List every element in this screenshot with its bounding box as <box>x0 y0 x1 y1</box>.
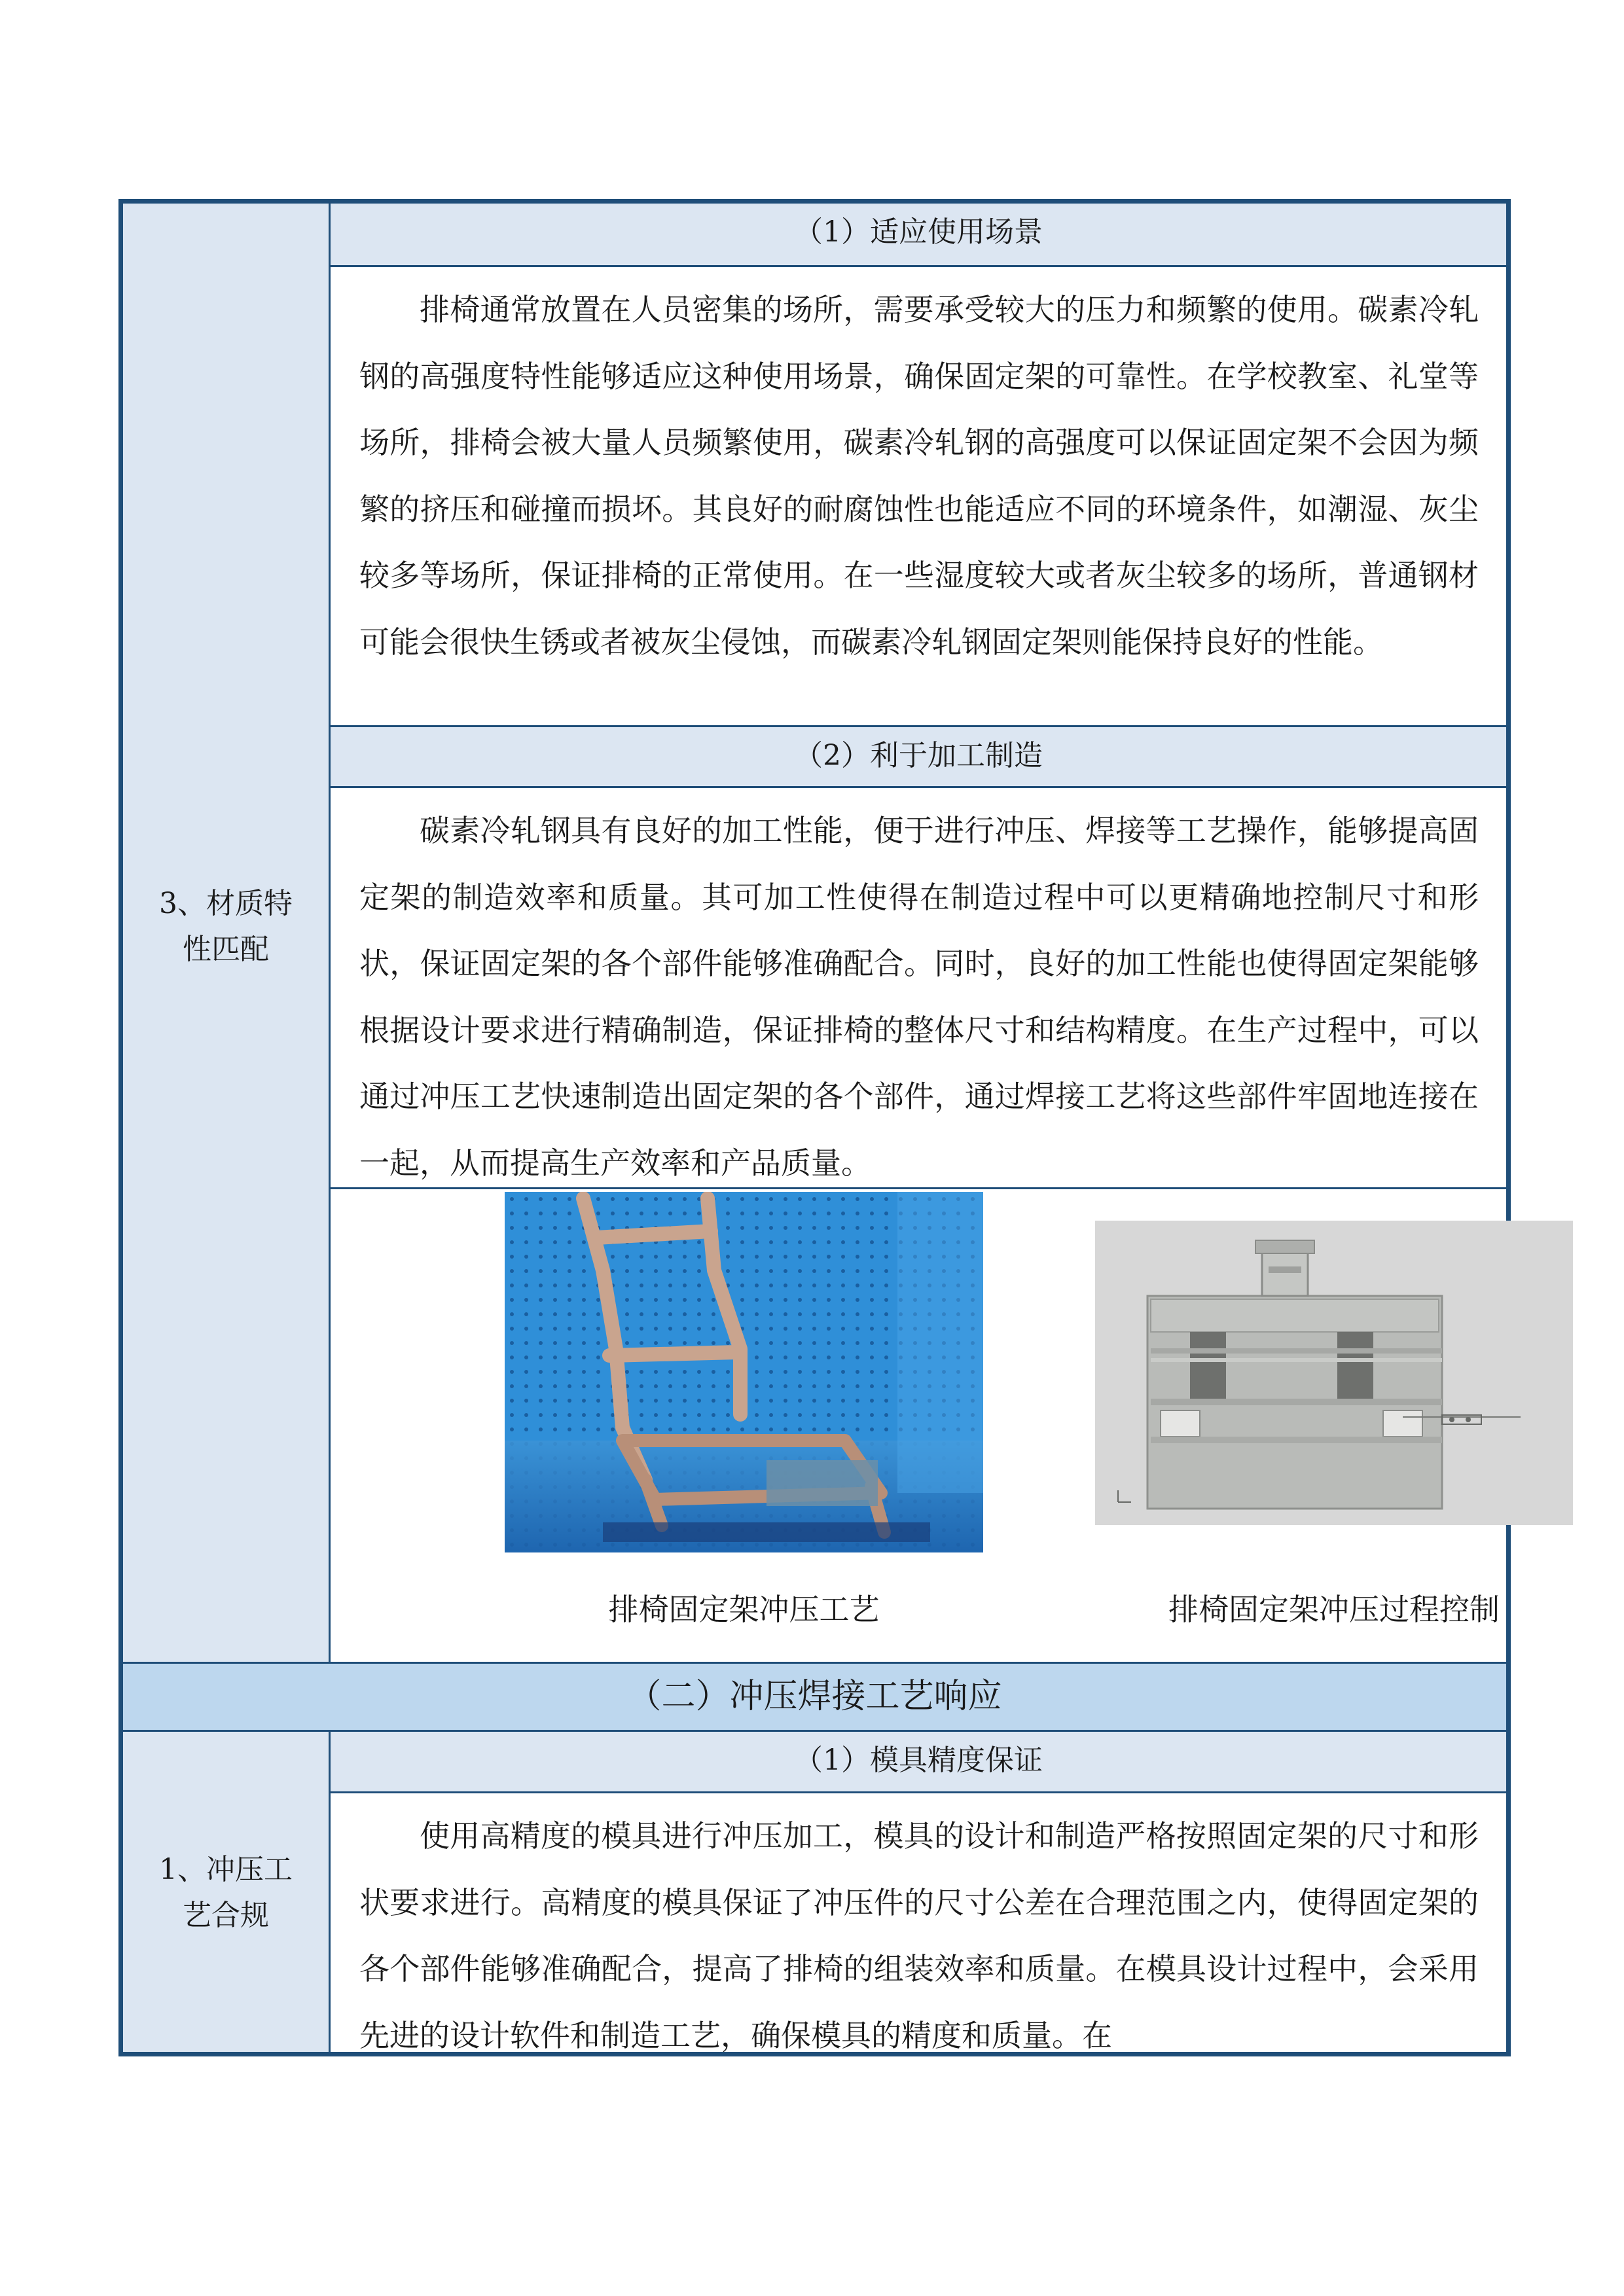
section1-label-line1: 1、冲压工 <box>159 1853 293 1886</box>
section3-sub1-body-cell <box>331 267 1506 725</box>
content-table <box>118 199 1511 2056</box>
section3-images-cell <box>331 1189 1506 1662</box>
row-divider <box>331 725 1506 727</box>
section3-label-cell <box>123 204 329 1662</box>
section3-sub2-paragraph: 碳素冷轧钢具有良好的加工性能，便于进行冲压、焊接等工艺操作，能够提高固定架的制造效率和质量。其可加工性使得在制造过程中可以更精确地控制尺寸和形状，保证固定架的各个部件能够准确配合。同时，良好的加工性能也使得固定架能够根据设计要求进行精确制造，保证排椅的整体尺寸和结构精度。在生产过程中，可以通过冲压工艺快速制造出固定架的各个部件，通过焊接工艺将这些部件牢固地连接在一起，从而提高生产效率和产品质量。 <box>359 813 1479 1181</box>
section1-sub1-title: （1）模具精度保证 <box>794 1744 1043 1777</box>
section3-sub2-title: （2）利于加工制造 <box>794 739 1043 772</box>
section1-sub1-body-cell <box>331 1793 1506 2052</box>
section1-label-line2: 艺合规 <box>183 1899 269 1932</box>
section3-sub1-title: （1）适应使用场景 <box>794 215 1043 249</box>
section3-label-line2: 性匹配 <box>183 933 269 966</box>
section3-sub2-header <box>331 727 1506 786</box>
row-divider <box>123 1662 1506 1664</box>
row-divider <box>331 265 1506 267</box>
section3-label-line1: 3、材质特 <box>159 887 293 920</box>
stamping-die-drawing <box>1095 1221 1573 1525</box>
row-divider <box>123 1730 1506 1732</box>
column-divider <box>329 204 331 1664</box>
row-divider <box>331 1187 1506 1189</box>
column-divider <box>329 1730 331 2052</box>
section-b-title: （二）冲压焊接工艺响应 <box>627 1677 1002 1716</box>
caption-right: 排椅固定架冲压过程控制 <box>1168 1592 1500 1627</box>
row-divider <box>331 1791 1506 1793</box>
section1-sub1-header <box>331 1732 1506 1791</box>
section1-label-cell <box>123 1732 329 2052</box>
caption-left: 排椅固定架冲压工艺 <box>608 1592 880 1627</box>
section3-sub2-body-cell <box>331 788 1506 1187</box>
section3-sub1-paragraph: 排椅通常放置在人员密集的场所，需要承受较大的压力和频繁的使用。碳素冷轧钢的高强度特性能够适应这种使用场景，确保固定架的可靠性。在学校教室、礼堂等场所，排椅会被大量人员频繁使用，碳素冷轧钢的高强度可以保证固定架不会因为频繁的挤压和碰撞而损坏。其良好的耐腐蚀性也能适应不同的环境条件，如潮湿、灰尘较多等场所，保证排椅的正常使用。在一些湿度较大或者灰尘较多的场所，普通钢材可能会很快生锈或者被灰尘侵蚀，而碳素冷轧钢固定架则能保持良好的性能。 <box>359 292 1479 660</box>
section1-sub1-paragraph: 使用高精度的模具进行冲压加工，模具的设计和制造严格按照固定架的尺寸和形状要求进行。高精度的模具保证了冲压件的尺寸公差在合理范围之内，使得固定架的各个部件能够准确配合，提高了排椅的组装效率和质量。在模具设计过程中，会采用先进的设计软件和制造工艺，确保模具的精度和质量。在 <box>359 1818 1479 2052</box>
section-b-header <box>123 1664 1506 1730</box>
section3-sub1-header <box>331 204 1506 265</box>
row-divider <box>331 786 1506 788</box>
chair-frame-photo <box>505 1192 983 1552</box>
